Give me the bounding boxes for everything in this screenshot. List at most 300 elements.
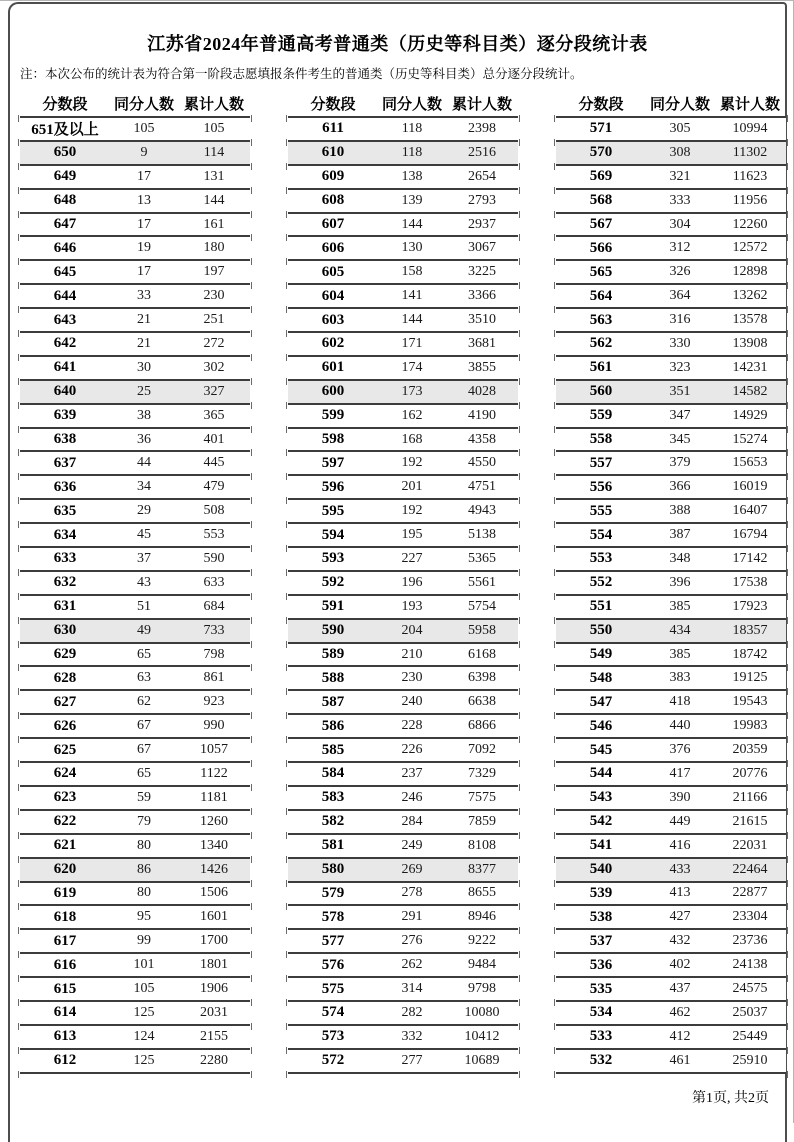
table-row — [20, 381, 250, 405]
score-range: 560 — [589, 383, 613, 400]
table-row — [556, 261, 786, 285]
same-score-count: 417 — [669, 765, 691, 781]
same-score-count: 36 — [137, 431, 151, 447]
header-cumulative-count: 累计人数 — [451, 97, 512, 113]
table-row — [556, 357, 786, 381]
score-range: 637 — [53, 454, 77, 471]
table-header-row — [288, 91, 518, 118]
table-row — [556, 452, 786, 476]
score-range: 644 — [53, 287, 77, 304]
same-score-count: 269 — [401, 861, 423, 877]
cumulative-count: 131 — [203, 168, 225, 184]
table-row — [288, 978, 518, 1002]
screen-edge-top — [0, 0, 794, 1]
same-score-count: 427 — [669, 909, 691, 925]
score-range: 620 — [53, 861, 77, 878]
table-row — [20, 190, 250, 214]
table-row — [556, 667, 786, 691]
table-row — [20, 333, 250, 357]
score-range: 540 — [589, 861, 613, 878]
score-range: 650 — [53, 144, 77, 161]
cumulative-count: 16794 — [732, 527, 768, 543]
table-row — [556, 930, 786, 954]
score-range: 646 — [53, 239, 77, 256]
table-row — [288, 1026, 518, 1050]
score-range: 534 — [589, 1004, 613, 1021]
table-row — [556, 166, 786, 190]
same-score-count: 204 — [401, 622, 423, 638]
same-score-count: 326 — [669, 264, 691, 280]
same-score-count: 17 — [137, 264, 151, 280]
cumulative-count: 923 — [203, 694, 225, 710]
score-range: 562 — [589, 335, 613, 352]
score-range: 631 — [53, 598, 77, 615]
score-range: 565 — [589, 263, 613, 280]
table-row — [20, 476, 250, 500]
score-range: 571 — [589, 120, 613, 137]
score-range: 624 — [53, 765, 77, 782]
table-row — [556, 978, 786, 1002]
table-row — [556, 739, 786, 763]
same-score-count: 304 — [669, 216, 691, 232]
score-range: 589 — [321, 646, 345, 663]
header-cumulative-count: 累计人数 — [719, 97, 780, 113]
cumulative-count: 684 — [203, 598, 225, 614]
same-score-count: 308 — [669, 144, 691, 160]
cumulative-count: 7575 — [468, 789, 496, 805]
cumulative-count: 197 — [203, 264, 225, 280]
cumulative-count: 8655 — [468, 885, 496, 901]
table-row — [288, 1050, 518, 1074]
cumulative-count: 4028 — [468, 383, 496, 399]
cumulative-count: 1801 — [200, 957, 228, 973]
cumulative-count: 161 — [203, 216, 225, 232]
cumulative-count: 1122 — [200, 765, 228, 781]
cumulative-count: 861 — [203, 670, 225, 686]
same-score-count: 227 — [401, 550, 423, 566]
table-row — [288, 429, 518, 453]
document-page — [8, 2, 787, 1142]
table-row — [556, 118, 786, 142]
table-row — [288, 166, 518, 190]
cumulative-count: 4751 — [468, 479, 496, 495]
cumulative-count: 11302 — [732, 144, 768, 160]
same-score-count: 130 — [401, 240, 423, 256]
same-score-count: 433 — [669, 861, 691, 877]
cumulative-count: 3366 — [468, 288, 496, 304]
score-range: 643 — [53, 311, 77, 328]
score-range: 574 — [321, 1004, 345, 1021]
same-score-count: 366 — [669, 479, 691, 495]
same-score-count: 124 — [133, 1028, 155, 1044]
table-row — [20, 883, 250, 907]
cumulative-count: 990 — [203, 718, 225, 734]
score-range: 585 — [321, 741, 345, 758]
score-range: 603 — [321, 311, 345, 328]
same-score-count: 17 — [137, 216, 151, 232]
score-range: 580 — [321, 861, 345, 878]
table-row — [556, 1026, 786, 1050]
cumulative-count: 4358 — [468, 431, 496, 447]
score-range: 627 — [53, 693, 77, 710]
same-score-count: 19 — [137, 240, 151, 256]
score-range: 639 — [53, 407, 77, 424]
score-range: 604 — [321, 287, 345, 304]
cumulative-count: 23304 — [732, 909, 768, 925]
same-score-count: 388 — [669, 503, 691, 519]
same-score-count: 321 — [669, 168, 691, 184]
same-score-count: 278 — [401, 885, 423, 901]
cumulative-count: 251 — [203, 312, 225, 328]
cumulative-count: 1426 — [200, 861, 228, 877]
cumulative-count: 1181 — [200, 789, 228, 805]
same-score-count: 240 — [401, 694, 423, 710]
cumulative-count: 15274 — [732, 431, 768, 447]
same-score-count: 390 — [669, 789, 691, 805]
same-score-count: 402 — [669, 957, 691, 973]
score-range: 622 — [53, 813, 77, 830]
same-score-count: 158 — [401, 264, 423, 280]
score-range: 563 — [589, 311, 613, 328]
same-score-count: 210 — [401, 646, 423, 662]
table-row — [20, 405, 250, 429]
same-score-count: 168 — [401, 431, 423, 447]
score-range: 629 — [53, 646, 77, 663]
same-score-count: 351 — [669, 383, 691, 399]
table-row — [556, 333, 786, 357]
cumulative-count: 5365 — [468, 550, 496, 566]
score-range: 606 — [321, 239, 345, 256]
same-score-count: 67 — [137, 718, 151, 734]
table-row — [288, 237, 518, 261]
cumulative-count: 5561 — [468, 574, 496, 590]
same-score-count: 376 — [669, 742, 691, 758]
cumulative-count: 24138 — [732, 957, 768, 973]
same-score-count: 125 — [133, 1052, 155, 1068]
table-row — [20, 237, 250, 261]
table-row — [556, 381, 786, 405]
cumulative-count: 9484 — [468, 957, 496, 973]
score-range: 587 — [321, 693, 345, 710]
score-range: 542 — [589, 813, 613, 830]
score-range: 556 — [589, 478, 613, 495]
table-row — [556, 476, 786, 500]
score-range: 561 — [589, 359, 613, 376]
table-row — [20, 667, 250, 691]
same-score-count: 291 — [401, 909, 423, 925]
same-score-count: 80 — [137, 837, 151, 853]
header-score-range: 分数段 — [310, 97, 356, 113]
table-body — [20, 118, 250, 1074]
cumulative-count: 14582 — [732, 383, 768, 399]
cumulative-count: 5958 — [468, 622, 496, 638]
table-row — [288, 309, 518, 333]
table-body — [556, 118, 786, 1074]
table-row — [288, 476, 518, 500]
header-score-range: 分数段 — [42, 97, 88, 113]
cumulative-count: 10080 — [464, 1004, 500, 1020]
same-score-count: 59 — [137, 789, 151, 805]
score-range: 599 — [321, 407, 345, 424]
same-score-count: 33 — [137, 288, 151, 304]
same-score-count: 138 — [401, 168, 423, 184]
table-row — [20, 357, 250, 381]
same-score-count: 249 — [401, 837, 423, 853]
same-score-count: 413 — [669, 885, 691, 901]
table-row — [20, 644, 250, 668]
cumulative-count: 8108 — [468, 837, 496, 853]
cumulative-count: 2793 — [468, 192, 496, 208]
same-score-count: 396 — [669, 574, 691, 590]
score-range: 625 — [53, 741, 77, 758]
table-row — [288, 859, 518, 883]
table-row — [556, 237, 786, 261]
score-range: 596 — [321, 478, 345, 495]
same-score-count: 432 — [669, 933, 691, 949]
table-row — [20, 1050, 250, 1074]
cumulative-count: 733 — [203, 622, 225, 638]
cumulative-count: 7859 — [468, 813, 496, 829]
table-row — [556, 285, 786, 309]
cumulative-count: 19125 — [732, 670, 768, 686]
same-score-count: 449 — [669, 813, 691, 829]
same-score-count: 237 — [401, 765, 423, 781]
cumulative-count: 2654 — [468, 168, 496, 184]
score-table-2 — [288, 91, 518, 1074]
table-row — [556, 1050, 786, 1074]
score-range: 570 — [589, 144, 613, 161]
same-score-count: 230 — [401, 670, 423, 686]
score-range: 566 — [589, 239, 613, 256]
score-range: 641 — [53, 359, 77, 376]
score-table-3 — [556, 91, 786, 1074]
score-range: 576 — [321, 956, 345, 973]
tables-container — [10, 91, 785, 1074]
same-score-count: 30 — [137, 359, 151, 375]
table-row — [20, 859, 250, 883]
score-range: 630 — [53, 622, 77, 639]
cumulative-count: 11623 — [732, 168, 768, 184]
same-score-count: 99 — [137, 933, 151, 949]
same-score-count: 174 — [401, 359, 423, 375]
same-score-count: 144 — [401, 216, 423, 232]
score-range: 591 — [321, 598, 345, 615]
table-row — [20, 142, 250, 166]
cumulative-count: 9222 — [468, 933, 496, 949]
table-row — [288, 811, 518, 835]
cumulative-count: 4190 — [468, 407, 496, 423]
cumulative-count: 18742 — [732, 646, 768, 662]
cumulative-count: 4550 — [468, 455, 496, 471]
same-score-count: 118 — [401, 120, 423, 136]
cumulative-count: 5754 — [468, 598, 496, 614]
same-score-count: 312 — [669, 240, 691, 256]
table-row — [288, 787, 518, 811]
cumulative-count: 2155 — [200, 1028, 228, 1044]
score-range: 559 — [589, 407, 613, 424]
score-range: 614 — [53, 1004, 77, 1021]
table-row — [20, 954, 250, 978]
same-score-count: 412 — [669, 1028, 691, 1044]
table-row — [288, 285, 518, 309]
table-row — [556, 644, 786, 668]
cumulative-count: 2031 — [200, 1004, 228, 1020]
score-range: 634 — [53, 526, 77, 543]
table-row — [556, 954, 786, 978]
score-range: 600 — [321, 383, 345, 400]
cumulative-count: 553 — [203, 527, 225, 543]
score-range: 605 — [321, 263, 345, 280]
same-score-count: 105 — [133, 981, 155, 996]
score-range: 651及以上 — [31, 122, 99, 139]
table-row — [20, 930, 250, 954]
table-row — [556, 1002, 786, 1026]
table-row — [288, 644, 518, 668]
cumulative-count: 1506 — [200, 885, 228, 901]
table-row — [556, 596, 786, 620]
score-range: 554 — [589, 526, 613, 543]
table-row — [556, 715, 786, 739]
table-row — [556, 142, 786, 166]
cumulative-count: 17142 — [732, 550, 768, 566]
table-row — [288, 715, 518, 739]
score-range: 549 — [589, 646, 613, 663]
table-row — [556, 787, 786, 811]
cumulative-count: 272 — [203, 335, 225, 351]
table-row — [556, 811, 786, 835]
cumulative-count: 1700 — [200, 933, 228, 949]
table-row — [20, 572, 250, 596]
same-score-count: 192 — [401, 503, 423, 519]
cumulative-count: 327 — [203, 383, 225, 399]
table-row — [20, 166, 250, 190]
score-range: 615 — [53, 980, 77, 997]
table-row — [288, 620, 518, 644]
table-row — [288, 261, 518, 285]
score-range: 638 — [53, 431, 77, 448]
score-range: 617 — [53, 932, 77, 949]
score-range: 610 — [321, 144, 345, 161]
cumulative-count: 8946 — [468, 909, 496, 925]
same-score-count: 379 — [669, 455, 691, 471]
same-score-count: 144 — [401, 312, 423, 328]
cumulative-count: 3681 — [468, 335, 496, 351]
score-range: 608 — [321, 192, 345, 209]
cumulative-count: 479 — [203, 479, 225, 495]
table-row — [288, 190, 518, 214]
same-score-count: 333 — [669, 192, 691, 208]
table-row — [556, 214, 786, 238]
same-score-count: 228 — [401, 718, 423, 734]
same-score-count: 416 — [669, 837, 691, 853]
score-range: 536 — [589, 956, 613, 973]
same-score-count: 9 — [140, 144, 148, 160]
table-row — [20, 835, 250, 859]
score-range: 573 — [321, 1028, 345, 1045]
score-range: 626 — [53, 717, 77, 734]
same-score-count: 105 — [133, 120, 155, 136]
same-score-count: 45 — [137, 527, 151, 543]
same-score-count: 437 — [669, 981, 691, 996]
cumulative-count: 798 — [203, 646, 225, 662]
score-range: 583 — [321, 789, 345, 806]
same-score-count: 139 — [401, 192, 423, 208]
cumulative-count: 8377 — [468, 861, 496, 877]
score-range: 592 — [321, 574, 345, 591]
score-range: 564 — [589, 287, 613, 304]
same-score-count: 79 — [137, 813, 151, 829]
same-score-count: 195 — [401, 527, 423, 543]
cumulative-count: 23736 — [732, 933, 768, 949]
score-range: 640 — [53, 383, 77, 400]
table-row — [20, 978, 250, 1002]
same-score-count: 262 — [401, 957, 423, 973]
same-score-count: 125 — [133, 1004, 155, 1020]
table-row — [288, 524, 518, 548]
table-row — [20, 811, 250, 835]
table-row — [20, 309, 250, 333]
table-row — [288, 142, 518, 166]
score-range: 601 — [321, 359, 345, 376]
same-score-count: 418 — [669, 694, 691, 710]
score-range: 555 — [589, 502, 613, 519]
table-row — [288, 667, 518, 691]
score-range: 616 — [53, 956, 77, 973]
same-score-count: 201 — [401, 479, 423, 495]
table-row — [556, 309, 786, 333]
table-row — [20, 739, 250, 763]
table-row — [20, 596, 250, 620]
cumulative-count: 25449 — [732, 1028, 768, 1044]
table-row — [288, 357, 518, 381]
score-range: 607 — [321, 216, 345, 232]
same-score-count: 21 — [137, 335, 151, 351]
score-range: 539 — [589, 884, 613, 901]
score-range: 647 — [53, 216, 77, 232]
same-score-count: 29 — [137, 503, 151, 519]
cumulative-count: 144 — [203, 192, 225, 208]
same-score-count: 383 — [669, 670, 691, 686]
cumulative-count: 24575 — [732, 981, 768, 996]
same-score-count: 305 — [669, 120, 691, 136]
score-range: 557 — [589, 454, 613, 471]
cumulative-count: 12572 — [732, 240, 768, 256]
cumulative-count: 16407 — [732, 503, 768, 519]
same-score-count: 461 — [669, 1052, 691, 1068]
score-range: 545 — [589, 741, 613, 758]
cumulative-count: 7329 — [468, 765, 496, 781]
cumulative-count: 302 — [203, 359, 225, 375]
page-number: 第1页, 共2页 — [692, 1091, 769, 1106]
same-score-count: 34 — [137, 479, 151, 495]
score-range: 548 — [589, 669, 613, 686]
cumulative-count: 20776 — [732, 765, 768, 781]
cumulative-count: 10689 — [464, 1052, 500, 1068]
score-range: 582 — [321, 813, 345, 830]
same-score-count: 385 — [669, 598, 691, 614]
table-row — [556, 859, 786, 883]
cumulative-count: 19543 — [732, 694, 768, 710]
table-row — [556, 763, 786, 787]
same-score-count: 80 — [137, 885, 151, 901]
same-score-count: 246 — [401, 789, 423, 805]
cumulative-count: 22031 — [732, 837, 768, 853]
cumulative-count: 633 — [203, 574, 225, 590]
cumulative-count: 5138 — [468, 527, 496, 543]
same-score-count: 173 — [401, 383, 423, 399]
cumulative-count: 180 — [203, 240, 225, 256]
table-row — [288, 691, 518, 715]
